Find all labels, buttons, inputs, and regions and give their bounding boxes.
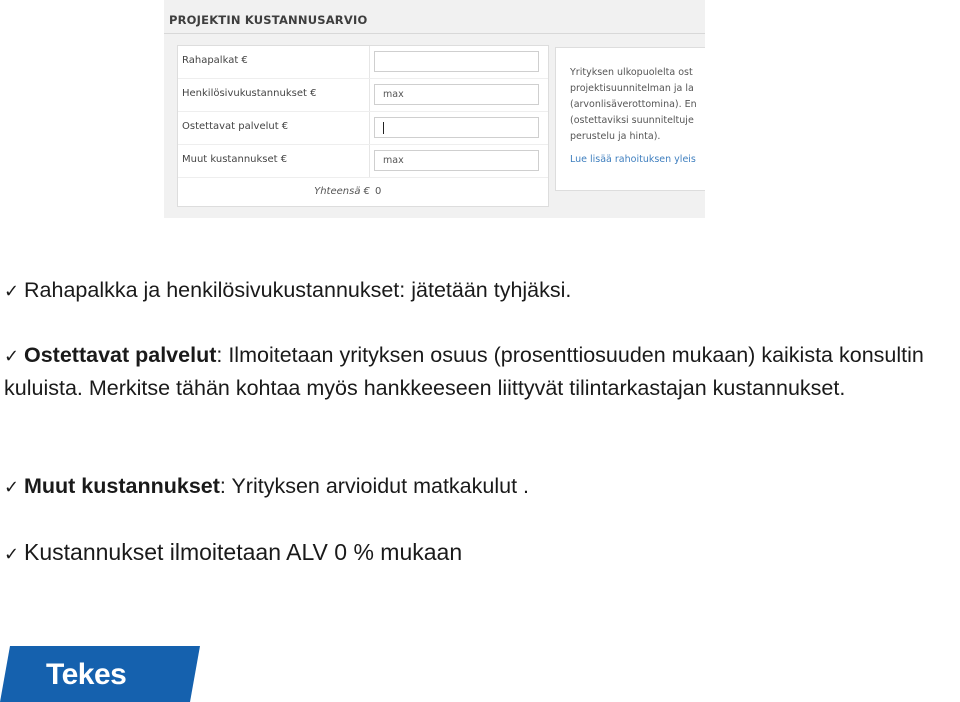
note-rahapalkka [4,274,954,307]
henkilosivukustannukset-input[interactable]: max [374,84,539,105]
info-text-line: perustelu ja hinta). [570,131,661,142]
info-text-line: projektisuunnitelman ja la [570,83,694,94]
tekes-logo [0,646,200,702]
note-text: Rahapalkka ja henkilösivukustannukset: jätetään tyhjäksi. [24,278,572,302]
ostettavat-palvelut-input[interactable] [374,117,539,138]
checkmark-icon: ✓ [4,477,20,498]
note-heading: Muut kustannukset [24,474,220,498]
info-text-line: (ostettaviksi suunniteltuje [570,115,694,126]
field-label-henkilosivukustannukset: Henkilösivukustannukset € [182,88,317,99]
field-label-muut-kustannukset: Muut kustannukset € [182,154,288,165]
field-label-rahapalkat: Rahapalkat € [182,55,248,66]
form-row-rahapalkat [178,46,548,79]
checkmark-icon: ✓ [4,346,20,367]
text-cursor [383,122,384,134]
note-alv [4,535,954,571]
checkmark-icon: ✓ [4,544,20,565]
note-text: : Ilmoitetaan yrityksen osuus (prosenttiosuuden mukaan) kaikista konsultin kuluista. Merkitse tähän kohtaa myös hankkeeseen liittyvät tilintarkastajan kustannukset. [4,343,924,401]
info-text-line: Yrityksen ulkopuolelta ost [570,67,693,78]
info-text-line: (arvonlisäverottomina). En [570,99,697,110]
total-label: Yhteensä € [314,186,370,197]
note-ostettavat-palvelut [4,339,956,406]
rahapalkat-input[interactable] [374,51,539,72]
form-row-muut-kustannukset [178,145,548,178]
form-title: PROJEKTIN KUSTANNUSARVIO [169,13,368,27]
funding-info-link[interactable]: Lue lisää rahoituksen yleis [570,154,696,165]
note-muut-kustannukset [4,470,954,503]
total-value: 0 [375,186,382,197]
form-row-henkilosivukustannukset [178,79,548,112]
field-label-ostettavat-palvelut: Ostettavat palvelut € [182,121,289,132]
note-text: Kustannukset ilmoitetaan ALV 0 % mukaan [24,539,463,565]
logo-text: Tekes [46,658,127,691]
form-row-ostettavat-palvelut [178,112,548,145]
info-panel [555,47,705,191]
title-divider [164,33,705,34]
total-row [178,177,548,206]
checkmark-icon: ✓ [4,281,20,302]
muut-kustannukset-input[interactable]: max [374,150,539,171]
cost-form [177,45,549,207]
form-screenshot [164,0,705,218]
note-text: : Yrityksen arvioidut matkakulut . [219,474,530,498]
note-heading: Ostettavat palvelut [24,343,217,367]
